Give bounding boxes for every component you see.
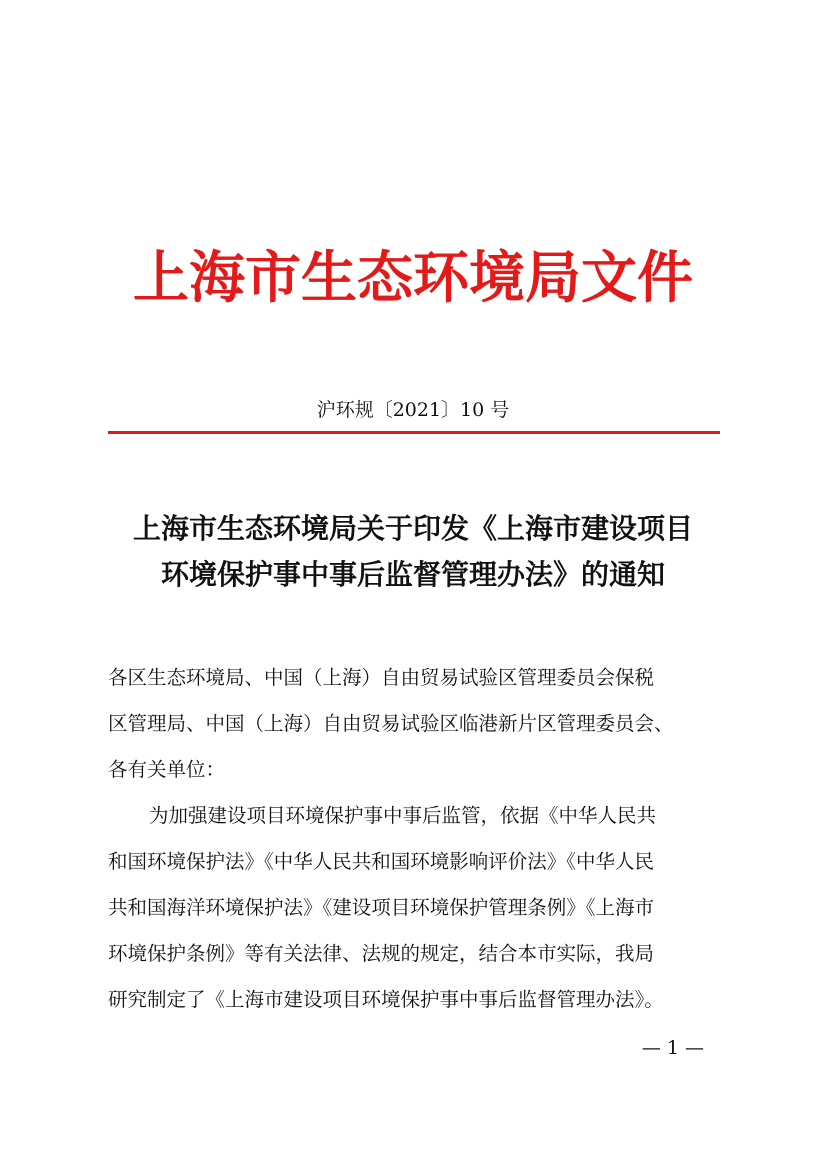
paragraph-line-2: 和国环境保护法》《中华人民共和国环境影响评价法》《中华人民 <box>108 850 655 873</box>
notice-title <box>90 506 736 598</box>
notice-title-line-2: 环境保护事中事后监督管理办法》的通知 <box>160 558 665 591</box>
paragraph-line-3: 共和国海洋环境保护法》《建设项目环境保护管理条例》《上海市 <box>108 896 655 919</box>
paragraph-line-5: 研究制定了《上海市建设项目环境保护事中事后监督管理办法》。 <box>108 988 664 1011</box>
masthead-title: 上海市生态环境局文件 <box>133 245 693 311</box>
paragraph-line-1: 为加强建设项目环境保护事中事后监管，依据《中华人民共 <box>149 804 657 827</box>
addressee-line-3: 各有关单位： <box>108 758 226 781</box>
addressee-line-2: 区管理局、中国（上海）自由贸易试验区临港新片区管理委员会、 <box>108 712 674 735</box>
addressee-line-1: 各区生态环境局、中国（上海）自由贸易试验区管理委员会保税 <box>108 666 655 689</box>
page-number: — 1 — <box>641 1037 704 1059</box>
body-text <box>108 655 720 1023</box>
document-number: 沪环规〔2021〕10 号 <box>316 399 510 421</box>
red-separator-line <box>108 431 720 434</box>
paragraph-line-4: 环境保护条例》等有关法律、法规的规定，结合本市实际，我局 <box>108 942 655 965</box>
notice-title-line-1: 上海市生态环境局关于印发《上海市建设项目 <box>132 512 693 545</box>
